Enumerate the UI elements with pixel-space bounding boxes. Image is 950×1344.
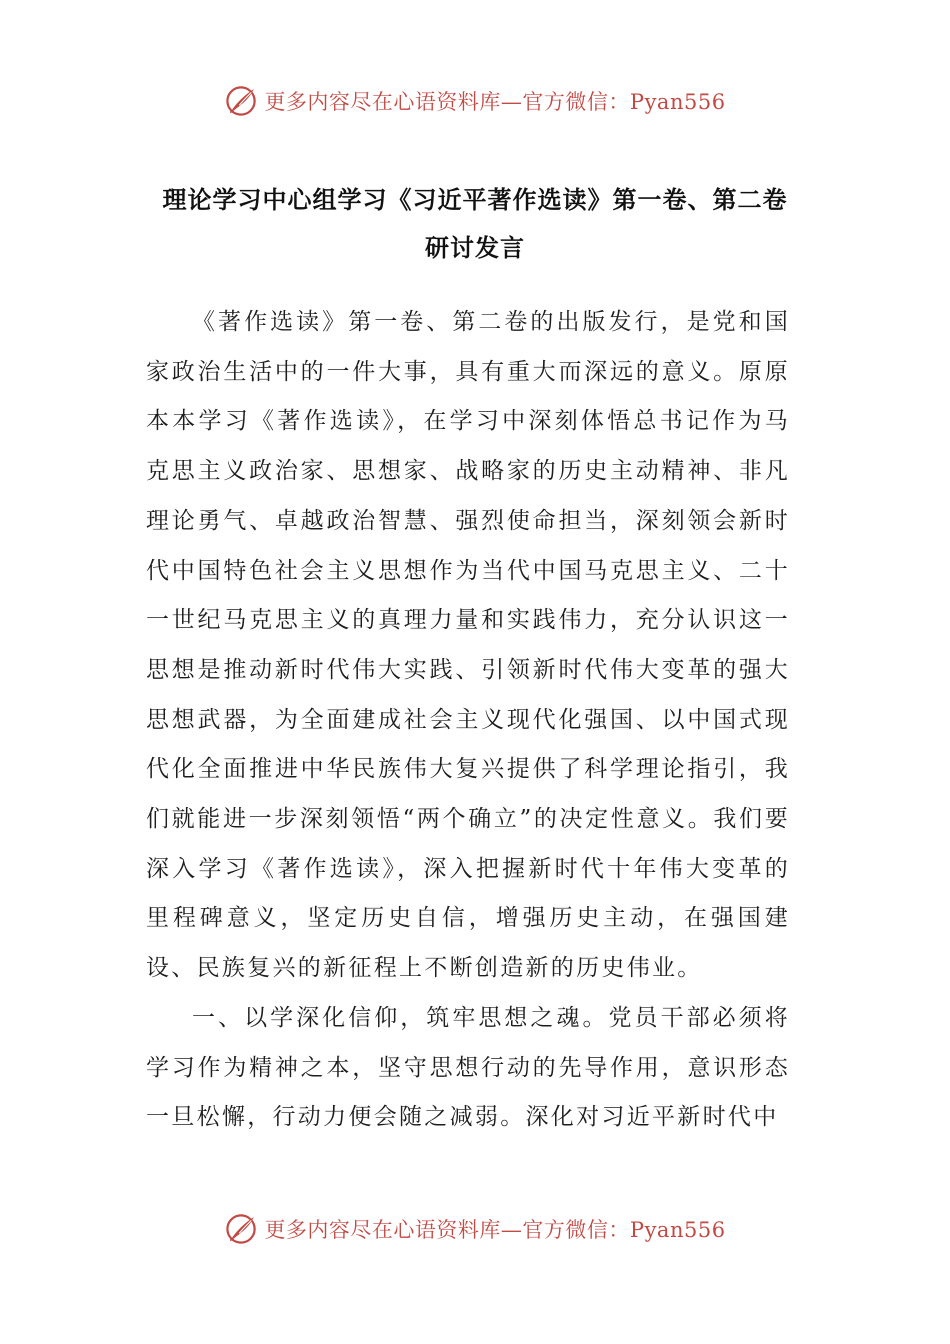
document-body <box>146 298 790 1143</box>
document-title <box>100 176 850 272</box>
title-line-2: 研讨发言 <box>425 234 525 262</box>
quill-pen-logo <box>224 1212 258 1246</box>
watermark-text: 更多内容尽在心语资料库—官方微信：Pyan556 <box>264 90 726 114</box>
title-line-1: 理论学习中心组学习《习近平著作选读》第一卷、第二卷 <box>162 186 788 214</box>
watermark-text: 更多内容尽在心语资料库—官方微信：Pyan556 <box>264 1218 726 1242</box>
watermark-footer <box>0 1212 950 1246</box>
paragraph-2: 一、以学深化信仰，筑牢思想之魂。党员干部必须将学习作为精神之本，坚守思想行动的先导作用，意识形态一旦松懈，行动力便会随之减弱。深化对习近平新时代中 <box>146 1004 790 1131</box>
watermark-header <box>0 84 950 118</box>
quill-pen-logo <box>224 84 258 118</box>
paragraph-1: 《著作选读》第一卷、第二卷的出版发行，是党和国家政治生活中的一件大事，具有重大而深远的意义。原原本本学习《著作选读》，在学习中深刻体悟总书记作为马克思主义政治家、思想家、战略家的历史主动精神、非凡理论勇气、卓越政治智慧、强烈使命担当，深刻领会新时代中国特色社会主义思想作为当代中国马克思主义、二十一世纪马克思主义的真理力量和实践伟力，充分认识这一思想是推动新时代伟大实践、引领新时代伟大变革的强大思想武器，为全面建成社会主义现代化强国、以中国式现代化全面推进中华民族伟大复兴提供了科学理论指引，我们就能进一步深刻领悟“两个确立”的决定性意义。我们要深入学习《著作选读》，深入把握新时代十年伟大变革的里程碑意义，坚定历史自信，增强历史主动，在强国建设、民族复兴的新征程上不断创造新的历史伟业。 <box>146 309 790 982</box>
